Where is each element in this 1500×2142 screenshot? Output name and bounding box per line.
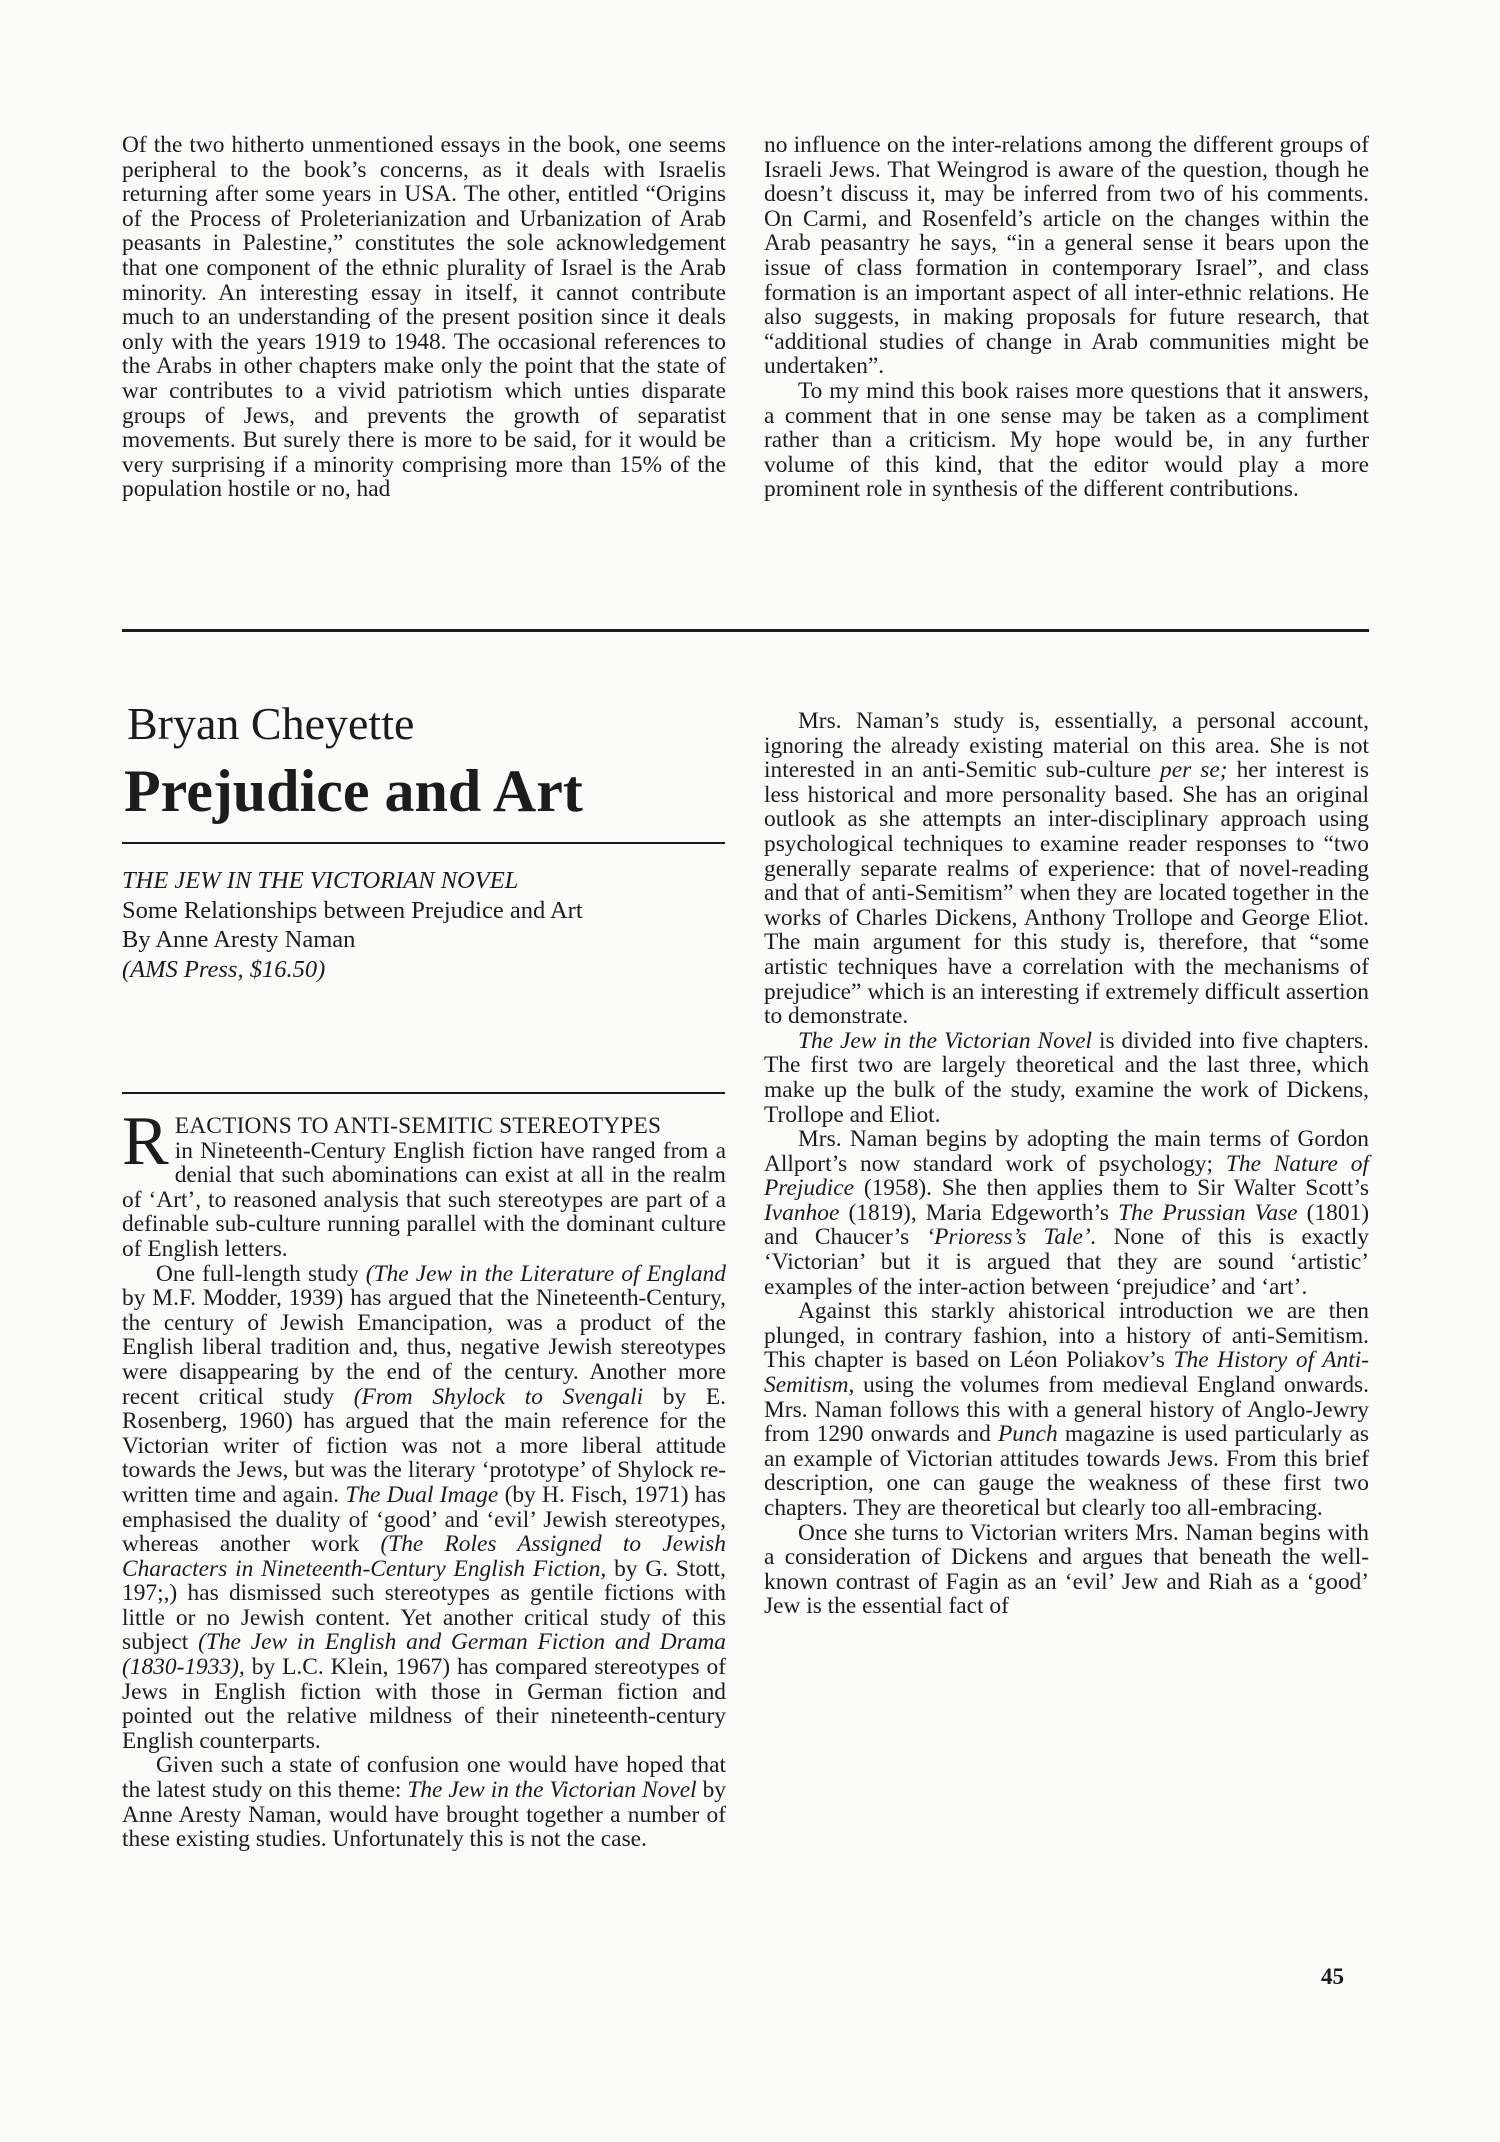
book-citation: The History of Anti-Semitism, bbox=[764, 1347, 1369, 1399]
book-citation: The Jew in the Victorian Novel bbox=[798, 1027, 1093, 1054]
details-rule bbox=[122, 1092, 725, 1094]
opening-paragraph: REACTIONS TO ANTI-SEMITIC STEREOTYPES in Nineteenth-Century English fiction have ranged from a denial that such abominations can exist at all in the realm of ‘Art’, to reasoned analysis that such stereotypes are part of a definable sub-culture running parallel with the dominant culture of English letters. bbox=[122, 1103, 726, 1262]
paragraph: One full-length study (The Jew in the Literature of England by M.F. Modder, 1939) has argued that the Nineteenth-Century, the century of Jewish Emancipation, was a product of the English liberal tradition and, thus, negative Jewish stereotypes were disappearing by the end of the century. Another more recent critical study (From Shylock to Svengali by E. Rosenberg, 1960) has argued that the main reference for the Victorian writer of fiction was not a more liberal attitude towards the Jews, but was the literary ‘prototype’ of Shylock re-written time and again. The Dual Image (by H. Fisch, 1971) has emphasised the duality of ‘good’ and ‘evil’ Jewish stereotypes, whereas another work (The Roles Assigned to Jewish Characters in Nineteenth-Century English Fiction, by G. Stott, 197;,) has dismissed such stereotypes as gentile fictions with little or no Jewish content. Yet another critical study of this subject (The Jew in English and German Fiction and Drama (1830-1933), by L.C. Klein, 1967) has compared stereotypes of Jews in English fiction with those in German fiction and pointed out the relative mildness of their nineteenth-century English counterparts. bbox=[122, 1260, 727, 1754]
book-citation: Punch bbox=[997, 1421, 1058, 1448]
paragraph: To my mind this book raises more questions that it answers, a comment that in one sense may be taken as a compliment rather than a criticism. My hope would be, in any further volume of this kind, that the editor would play a more prominent role in synthesis of the different contributions. bbox=[764, 377, 1369, 503]
book-citation: The Nature of Prejudice bbox=[764, 1150, 1369, 1202]
book-citation: The Dual Image bbox=[345, 1481, 499, 1508]
book-citation: The Prussian Vase bbox=[1118, 1199, 1298, 1226]
book-details bbox=[122, 866, 726, 984]
paragraph: no influence on the inter-relations among the different groups of Israeli Jews. That Weingrod is aware of the question, though he doesn’t discuss it, may be inferred from two of his comments. On Carmi, and Rosenfeld’s article on the changes within the Arab peasantry he says, “in a general sense it bears upon the issue of class formation in contemporary Israel”, and class formation is an important aspect of all inter-ethnic relations. He also suggests, in making proposals for future research, that “additional studies of change in Arab communities might be undertaken”. bbox=[764, 132, 1369, 380]
paragraph: Once she turns to Victorian writers Mrs. Naman begins with a consideration of Dickens and argues that beneath the well-known contrast of Fagin as an ‘evil’ Jew and Riah as a ‘good’ Jew is the essential fact of bbox=[764, 1519, 1369, 1620]
book-citation: (The Jew in the Literature of England bbox=[365, 1260, 726, 1287]
book-subtitle: Some Relationships between Prejudice and Art bbox=[122, 896, 583, 924]
review-title: Prejudice and Art bbox=[124, 758, 583, 824]
opening-caps: EACTIONS TO ANTI-SEMITIC STEREOTYPES bbox=[174, 1113, 662, 1139]
book-citation: (From Shylock to Svengali bbox=[353, 1383, 644, 1410]
book-title: THE JEW IN THE VICTORIAN NOVEL bbox=[122, 867, 519, 894]
section-divider bbox=[122, 629, 1369, 632]
paragraph: Mrs. Naman begins by adopting the main terms of Gordon Allport’s now standard work of psychology; The Nature of Prejudice (1958). She then applies them to Sir Walter Scott’s Ivanhoe (1819), Maria Edgeworth’s The Prussian Vase (1801) and Chaucer’s ‘Prioress’s Tale’. None of this is exactly ‘Victorian’ but it is argued that they are sound ‘artistic’ examples of the inter-action between ‘prejudice’ and ‘art’. bbox=[764, 1126, 1369, 1300]
book-publisher: (AMS Press, $16.50) bbox=[122, 955, 326, 983]
paragraph: Against this starkly ahistorical introduction we are then plunged, in contrary fashion, into a history of anti-Semitism. This chapter is based on Léon Poliakov’s The History of Anti-Semitism, using the volumes from medieval England onwards. Mrs. Naman follows this with a general history of Anglo-Jewry from 1290 onwards and Punch magazine is used particularly as an example of Victorian attitudes towards Jews. From this brief description, one can gauge the weakness of these first two chapters. They are theoretical but clearly too all-embracing. bbox=[764, 1298, 1369, 1521]
emphasis: per se; bbox=[1160, 757, 1228, 784]
paragraph: Mrs. Naman’s study is, essentially, a personal account, ignoring the already existing material on this area. She is not interested in an anti-Semitic sub-culture per se; her interest is less historical and more personality based. She has an original outlook as she attempts an inter-disciplinary approach using psychological techniques to examine reader responses to “two generally separate realms of experience: that of novel-reading and that of anti-Semitism” when they are located together in the works of Charles Dickens, Anthony Trollope and George Eliot. The main argument for this study is, therefore, that “some artistic techniques have a correlation with the mechanisms of prejudice” which is an interesting if extremely difficult assertion to demonstrate. bbox=[764, 708, 1370, 1030]
drop-cap: R bbox=[122, 1103, 169, 1180]
book-citation: ‘Prioress’s Tale’. bbox=[926, 1224, 1097, 1251]
previous-review-right-column bbox=[764, 133, 1369, 502]
book-citation: The Jew in the Victorian Novel bbox=[407, 1777, 697, 1804]
header-rule bbox=[122, 842, 725, 844]
paragraph: Of the two hitherto unmentioned essays in the book, one seems peripheral to the book’s concerns, as it deals with Israelis returning after some years in USA. The other, entitled “Origins of the Process of Proleterianization and Urbanization of Arab peasants in Palestine,” constitutes the sole acknowledgement that one component of the ethnic plurality of Israel is the Arab minority. An interesting essay in itself, it cannot contribute much to an understanding of the present position since it deals only with the years 1919 to 1948. The occasional references to the Arabs in other chapters make only the point that the state of war contributes to a vivid patriotism which unties disparate groups of Jews, and prevents the growth of separatist movements. But surely there is more to be said, for it would be very surprising if a minority comprising more than 15% of the population hostile or no, had bbox=[122, 132, 726, 503]
review-body-left-column bbox=[122, 1103, 727, 1853]
previous-review-left-column bbox=[122, 133, 726, 502]
book-citation: Ivanhoe bbox=[764, 1199, 840, 1226]
paragraph: Given such a state of confusion one would have hoped that the latest study on this theme: The Jew in the Victorian Novel by Anne Aresty Naman, would have brought together a number of these existing studies. Unfortunately this is not the case. bbox=[122, 1752, 726, 1853]
review-author: Bryan Cheyette bbox=[127, 698, 415, 749]
book-byline: By Anne Aresty Naman bbox=[122, 926, 356, 953]
page-number: 45 bbox=[1321, 1964, 1344, 1989]
paragraph: The Jew in the Victorian Novel is divided into five chapters. The first two are largely theoretical and the last three, which make up the bulk of the study, examine the work of Dickens, Trollope and Eliot. bbox=[764, 1027, 1370, 1128]
review-body-right-column bbox=[764, 709, 1369, 1619]
book-citation: (The Jew in English and German Fiction and Drama (1830-1933), bbox=[122, 1629, 727, 1681]
book-citation: (The Roles Assigned to Jewish Characters in Nineteenth-Century English Fiction, bbox=[122, 1531, 726, 1582]
